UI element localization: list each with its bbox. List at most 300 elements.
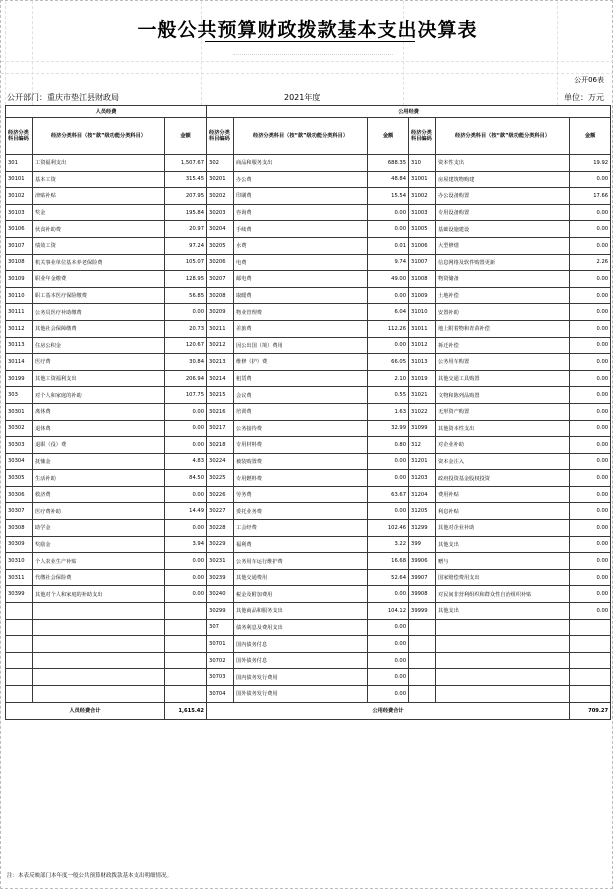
public-b-amount-cell: 0.00 [570, 520, 611, 537]
public-b-name-cell: 基础设施建设 [436, 221, 570, 238]
table-title: 一般公共预算财政拨款基本支出决算表 [137, 19, 478, 41]
personnel-code-cell: 30305 [6, 470, 33, 487]
public-a-name-cell: 租赁费 [234, 370, 368, 387]
public-a-amount-cell: 0.00 [368, 204, 409, 221]
personnel-code-cell: 30113 [6, 337, 33, 354]
personnel-name-cell: 助学金 [33, 520, 165, 537]
public-b-amount-cell [570, 619, 611, 636]
table-row [6, 304, 611, 321]
header-code: 经济分类科目编码 [6, 118, 33, 155]
public-b-name-cell: 办公设备购置 [436, 188, 570, 205]
public-b-amount-cell: 0.00 [570, 171, 611, 188]
personnel-code-cell: 301 [6, 155, 33, 172]
public-b-name-cell: 大型修缮 [436, 237, 570, 254]
public-b-code-cell: 31005 [409, 221, 436, 238]
public-a-amount-cell: 66.05 [368, 354, 409, 371]
header-amount: 金额 [368, 118, 409, 155]
public-total-label: 公用经费合计 [207, 702, 570, 719]
public-b-code-cell: 31010 [409, 304, 436, 321]
public-b-name-cell: 资本金注入 [436, 453, 570, 470]
personnel-code-cell: 30301 [6, 403, 33, 420]
table-row [6, 603, 611, 620]
public-b-amount-cell: 0.00 [570, 603, 611, 620]
personnel-code-cell: 30308 [6, 520, 33, 537]
public-b-name-cell [436, 686, 570, 703]
public-a-name-cell: 手续费 [234, 221, 368, 238]
personnel-code-cell: 30399 [6, 586, 33, 603]
table-row [6, 420, 611, 437]
personnel-code-cell: 30304 [6, 453, 33, 470]
public-a-name-cell: 办公费 [234, 171, 368, 188]
public-b-name-cell: 房屋建筑物购建 [436, 171, 570, 188]
public-b-code-cell [409, 619, 436, 636]
public-a-amount-cell: 9.74 [368, 254, 409, 271]
public-a-amount-cell: 0.00 [368, 503, 409, 520]
public-a-amount-cell: 0.00 [368, 619, 409, 636]
table-row [6, 155, 611, 172]
public-a-code-cell: 30217 [207, 420, 234, 437]
public-a-name-cell: 维修（护）费 [234, 354, 368, 371]
table-row [6, 586, 611, 603]
personnel-name-cell: 退职（役）费 [33, 437, 165, 454]
public-b-amount-cell [570, 652, 611, 669]
personnel-name-cell [33, 669, 165, 686]
table-row [6, 188, 611, 205]
title-underline [205, 41, 415, 42]
personnel-amount-cell: 0.00 [165, 586, 207, 603]
public-a-code-cell: 30225 [207, 470, 234, 487]
personnel-name-cell: 工资福利支出 [33, 155, 165, 172]
personnel-code-cell: 30102 [6, 188, 33, 205]
public-a-name-cell: 国内债务发行费用 [234, 669, 368, 686]
personnel-total-label: 人员经费合计 [6, 702, 165, 719]
public-b-code-cell: 31003 [409, 204, 436, 221]
public-b-code-cell: 31001 [409, 171, 436, 188]
public-a-amount-cell: 112.26 [368, 320, 409, 337]
personnel-amount-cell: 0.00 [165, 403, 207, 420]
personnel-code-cell: 30199 [6, 370, 33, 387]
public-a-amount-cell: 2.10 [368, 370, 409, 387]
public-a-code-cell: 30218 [207, 437, 234, 454]
personnel-name-cell: 公务员医疗补助缴费 [33, 304, 165, 321]
personnel-amount-cell: 0.00 [165, 520, 207, 537]
public-b-name-cell: 专用设备购置 [436, 204, 570, 221]
public-b-amount-cell: 0.00 [570, 586, 611, 603]
public-a-code-cell: 302 [207, 155, 234, 172]
public-b-amount-cell [570, 686, 611, 703]
public-b-amount-cell [570, 636, 611, 653]
public-a-name-cell: 公务用车运行维护费 [234, 553, 368, 570]
header-name: 经济分类科目（按“款”级功能分类科目） [33, 118, 165, 155]
public-a-name-cell: 国内债务付息 [234, 636, 368, 653]
public-a-name-cell: 专用燃料费 [234, 470, 368, 487]
public-b-name-cell: 赠与 [436, 553, 570, 570]
public-a-code-cell: 30215 [207, 387, 234, 404]
table-row [6, 619, 611, 636]
personnel-amount-cell: 4.83 [165, 453, 207, 470]
public-a-code-cell: 307 [207, 619, 234, 636]
public-a-code-cell: 30703 [207, 669, 234, 686]
personnel-code-cell: 30107 [6, 237, 33, 254]
public-b-code-cell: 39999 [409, 603, 436, 620]
table-row [6, 536, 611, 553]
personnel-code-cell: 30302 [6, 420, 33, 437]
public-b-name-cell [436, 636, 570, 653]
public-b-name-cell [436, 669, 570, 686]
public-a-name-cell: 物业管理费 [234, 304, 368, 321]
table-row [6, 520, 611, 537]
public-a-amount-cell: 0.80 [368, 437, 409, 454]
public-a-code-cell: 30704 [207, 686, 234, 703]
table-row [6, 503, 611, 520]
personnel-code-cell [6, 686, 33, 703]
public-b-name-cell: 对企业补助 [436, 437, 570, 454]
personnel-amount-cell: 84.50 [165, 470, 207, 487]
personnel-amount-cell: 120.67 [165, 337, 207, 354]
public-a-amount-cell: 48.84 [368, 171, 409, 188]
public-b-name-cell: 利息补贴 [436, 503, 570, 520]
public-b-code-cell: 31022 [409, 403, 436, 420]
personnel-amount-cell: 3.94 [165, 536, 207, 553]
public-b-name-cell: 资本性支出 [436, 155, 570, 172]
personnel-name-cell: 住房公积金 [33, 337, 165, 354]
public-b-amount-cell: 0.00 [570, 337, 611, 354]
public-b-code-cell: 31012 [409, 337, 436, 354]
unit-label: 单位：万元 [564, 93, 604, 102]
personnel-code-cell: 30111 [6, 304, 33, 321]
public-b-name-cell: 物资储备 [436, 271, 570, 288]
public-a-amount-cell: 0.00 [368, 636, 409, 653]
group-public: 公用经费 [207, 106, 611, 118]
public-a-amount-cell: 0.55 [368, 387, 409, 404]
public-a-name-cell: 工会经费 [234, 520, 368, 537]
public-a-code-cell: 30209 [207, 304, 234, 321]
public-a-code-cell: 30206 [207, 254, 234, 271]
public-a-amount-cell: 0.00 [368, 221, 409, 238]
personnel-amount-cell: 20.97 [165, 221, 207, 238]
personnel-code-cell: 30101 [6, 171, 33, 188]
personnel-amount-cell: 0.00 [165, 486, 207, 503]
personnel-name-cell: 奖金 [33, 204, 165, 221]
public-a-code-cell: 30203 [207, 204, 234, 221]
totals-row [6, 702, 611, 719]
personnel-name-cell: 生活补助 [33, 470, 165, 487]
personnel-amount-cell: 0.00 [165, 553, 207, 570]
public-b-amount-cell: 0.00 [570, 403, 611, 420]
public-b-code-cell: 31002 [409, 188, 436, 205]
public-a-code-cell: 30205 [207, 237, 234, 254]
personnel-code-cell [6, 652, 33, 669]
public-a-code-cell: 30229 [207, 536, 234, 553]
public-a-name-cell: 电费 [234, 254, 368, 271]
public-a-code-cell: 30702 [207, 652, 234, 669]
public-a-amount-cell: 63.67 [368, 486, 409, 503]
personnel-amount-cell: 195.84 [165, 204, 207, 221]
header-code: 经济分类科目编码 [409, 118, 436, 155]
public-b-amount-cell: 19.92 [570, 155, 611, 172]
public-a-code-cell: 30207 [207, 271, 234, 288]
faint-watermark [233, 45, 393, 55]
public-a-amount-cell: 3.22 [368, 536, 409, 553]
public-a-name-cell: 商品和服务支出 [234, 155, 368, 172]
personnel-code-cell: 303 [6, 387, 33, 404]
grid-line [1, 61, 613, 62]
public-a-code-cell: 30201 [207, 171, 234, 188]
personnel-name-cell: 退休费 [33, 420, 165, 437]
personnel-name-cell: 离休费 [33, 403, 165, 420]
personnel-name-cell: 救济费 [33, 486, 165, 503]
public-a-name-cell: 印刷费 [234, 188, 368, 205]
personnel-amount-cell: 107.75 [165, 387, 207, 404]
personnel-name-cell: 医疗费补助 [33, 503, 165, 520]
table-row [6, 636, 611, 653]
public-b-amount-cell: 0.00 [570, 470, 611, 487]
personnel-code-cell [6, 636, 33, 653]
public-a-name-cell: 邮电费 [234, 271, 368, 288]
table-row [6, 686, 611, 703]
public-b-amount-cell: 0.00 [570, 370, 611, 387]
personnel-amount-cell: 315.45 [165, 171, 207, 188]
public-b-amount-cell: 0.00 [570, 221, 611, 238]
personnel-code-cell: 30108 [6, 254, 33, 271]
personnel-name-cell [33, 619, 165, 636]
personnel-code-cell: 30306 [6, 486, 33, 503]
public-b-code-cell [409, 652, 436, 669]
public-a-name-cell: 债务利息及费用支出 [234, 619, 368, 636]
personnel-code-cell: 30114 [6, 354, 33, 371]
public-a-name-cell: 被装购置费 [234, 453, 368, 470]
table-row [6, 171, 611, 188]
public-b-code-cell: 31009 [409, 287, 436, 304]
public-b-amount-cell: 0.00 [570, 304, 611, 321]
public-b-amount-cell: 17.66 [570, 188, 611, 205]
personnel-name-cell: 其他社会保障缴费 [33, 320, 165, 337]
personnel-name-cell: 抚恤金 [33, 453, 165, 470]
public-b-code-cell: 31299 [409, 520, 436, 537]
personnel-amount-cell [165, 603, 207, 620]
expenditure-table [5, 105, 611, 720]
public-a-name-cell: 会议费 [234, 387, 368, 404]
public-b-name-cell: 其他支出 [436, 603, 570, 620]
personnel-name-cell [33, 652, 165, 669]
public-b-name-cell: 对民间非营利组织和群众性自治组织补贴 [436, 586, 570, 603]
header-amount: 金额 [570, 118, 611, 155]
personnel-name-cell: 奖励金 [33, 536, 165, 553]
public-a-code-cell: 30208 [207, 287, 234, 304]
public-b-code-cell: 31008 [409, 271, 436, 288]
table-row [6, 237, 611, 254]
public-b-name-cell: 安置补助 [436, 304, 570, 321]
public-b-code-cell [409, 636, 436, 653]
public-b-code-cell: 39908 [409, 586, 436, 603]
public-a-name-cell: 差旅费 [234, 320, 368, 337]
public-a-amount-cell: 32.99 [368, 420, 409, 437]
personnel-code-cell: 30307 [6, 503, 33, 520]
public-b-name-cell: 其他支出 [436, 536, 570, 553]
public-b-name-cell: 国家赔偿费用支出 [436, 569, 570, 586]
public-a-code-cell: 30226 [207, 486, 234, 503]
public-a-amount-cell: 15.54 [368, 188, 409, 205]
public-b-amount-cell: 0.00 [570, 536, 611, 553]
public-a-name-cell: 专用材料费 [234, 437, 368, 454]
personnel-code-cell: 30110 [6, 287, 33, 304]
public-a-amount-cell: 0.00 [368, 686, 409, 703]
personnel-amount-cell: 207.95 [165, 188, 207, 205]
public-a-amount-cell: 688.35 [368, 155, 409, 172]
public-a-amount-cell: 104.12 [368, 603, 409, 620]
public-b-name-cell [436, 652, 570, 669]
public-b-name-cell [436, 619, 570, 636]
personnel-code-cell: 30106 [6, 221, 33, 238]
public-b-amount-cell: 0.00 [570, 237, 611, 254]
public-a-code-cell: 30202 [207, 188, 234, 205]
personnel-name-cell: 绩效工资 [33, 237, 165, 254]
table-row [6, 287, 611, 304]
public-a-code-cell: 30231 [207, 553, 234, 570]
personnel-name-cell [33, 603, 165, 620]
table-row [6, 354, 611, 371]
public-b-amount-cell: 2.26 [570, 254, 611, 271]
personnel-amount-cell: 0.00 [165, 437, 207, 454]
personnel-code-cell: 30309 [6, 536, 33, 553]
public-a-code-cell: 30701 [207, 636, 234, 653]
public-b-code-cell: 31007 [409, 254, 436, 271]
public-a-name-cell: 国外债务付息 [234, 652, 368, 669]
personnel-code-cell: 30112 [6, 320, 33, 337]
public-b-name-cell: 其他交通工具购置 [436, 370, 570, 387]
public-b-name-cell: 地上附着物和青苗补偿 [436, 320, 570, 337]
table-row [6, 569, 611, 586]
table-row [6, 470, 611, 487]
personnel-name-cell: 代缴社会保险费 [33, 569, 165, 586]
table-row [6, 453, 611, 470]
personnel-code-cell: 30311 [6, 569, 33, 586]
table-row [6, 437, 611, 454]
personnel-amount-cell: 206.94 [165, 370, 207, 387]
public-a-amount-cell: 0.00 [368, 586, 409, 603]
public-a-amount-cell: 102.46 [368, 520, 409, 537]
header-code: 经济分类科目编码 [207, 118, 234, 155]
public-a-code-cell: 30212 [207, 337, 234, 354]
public-a-name-cell: 培训费 [234, 403, 368, 420]
public-a-name-cell: 取暖费 [234, 287, 368, 304]
public-a-code-cell: 30239 [207, 569, 234, 586]
public-a-code-cell: 30213 [207, 354, 234, 371]
public-b-code-cell: 399 [409, 536, 436, 553]
table-row [6, 387, 611, 404]
public-b-code-cell: 31203 [409, 470, 436, 487]
personnel-name-cell [33, 636, 165, 653]
header-name: 经济分类科目（按“款”级功能分类科目） [234, 118, 368, 155]
public-a-code-cell: 30240 [207, 586, 234, 603]
public-b-amount-cell: 0.00 [570, 387, 611, 404]
public-b-code-cell: 31205 [409, 503, 436, 520]
personnel-code-cell: 30303 [6, 437, 33, 454]
year-label: 2021年度 [284, 93, 321, 102]
personnel-amount-cell: 0.00 [165, 420, 207, 437]
public-b-code-cell: 31021 [409, 387, 436, 404]
footnote: 注：本表反映部门本年度一般公共预算财政拨款基本支出明细情况。 [7, 873, 173, 879]
grid-line [1, 73, 613, 74]
table-row [6, 553, 611, 570]
public-b-name-cell: 政府投资基金股权投资 [436, 470, 570, 487]
personnel-name-cell: 基本工资 [33, 171, 165, 188]
public-a-code-cell: 30204 [207, 221, 234, 238]
personnel-amount-cell: 56.85 [165, 287, 207, 304]
personnel-name-cell [33, 686, 165, 703]
public-a-name-cell: 劳务费 [234, 486, 368, 503]
personnel-amount-cell: 128.95 [165, 271, 207, 288]
personnel-amount-cell: 30.84 [165, 354, 207, 371]
public-a-name-cell: 国外债务发行费用 [234, 686, 368, 703]
public-b-amount-cell: 0.00 [570, 420, 611, 437]
table-row [6, 486, 611, 503]
table-row [6, 221, 611, 238]
personnel-amount-cell: 105.07 [165, 254, 207, 271]
public-a-name-cell: 税金及附加费用 [234, 586, 368, 603]
public-a-amount-cell: 49.00 [368, 271, 409, 288]
personnel-name-cell: 对个人和家庭的补助 [33, 387, 165, 404]
public-a-code-cell: 30214 [207, 370, 234, 387]
personnel-code-cell: 30109 [6, 271, 33, 288]
public-b-code-cell: 31204 [409, 486, 436, 503]
public-b-amount-cell: 0.00 [570, 354, 611, 371]
public-total-amount: 709.27 [570, 702, 611, 719]
table-row [6, 320, 611, 337]
public-a-amount-cell: 52.64 [368, 569, 409, 586]
group-personnel: 人员经费 [6, 106, 207, 118]
public-a-name-cell: 委托业务费 [234, 503, 368, 520]
personnel-name-cell: 职业年金缴费 [33, 271, 165, 288]
personnel-name-cell: 津贴补贴 [33, 188, 165, 205]
public-a-amount-cell: 6.04 [368, 304, 409, 321]
public-b-code-cell: 39906 [409, 553, 436, 570]
public-a-name-cell: 因公出国（境）费用 [234, 337, 368, 354]
personnel-total-amount: 1,615.42 [165, 702, 207, 719]
personnel-amount-cell [165, 669, 207, 686]
public-a-name-cell: 咨询费 [234, 204, 368, 221]
personnel-name-cell: 职工基本医疗保险缴费 [33, 287, 165, 304]
public-b-name-cell: 文物和陈列品购置 [436, 387, 570, 404]
public-a-amount-cell: 0.01 [368, 237, 409, 254]
public-b-name-cell: 无形资产购置 [436, 403, 570, 420]
public-b-amount-cell: 0.00 [570, 271, 611, 288]
public-b-amount-cell: 0.00 [570, 204, 611, 221]
public-b-amount-cell: 0.00 [570, 569, 611, 586]
public-a-name-cell: 其他交通费用 [234, 569, 368, 586]
public-b-code-cell: 310 [409, 155, 436, 172]
public-b-code-cell: 31201 [409, 453, 436, 470]
public-a-amount-cell: 0.00 [368, 652, 409, 669]
table-row [6, 204, 611, 221]
personnel-code-cell: 30103 [6, 204, 33, 221]
personnel-amount-cell [165, 619, 207, 636]
personnel-name-cell: 其他对个人和家庭的补助支出 [33, 586, 165, 603]
personnel-code-cell [6, 619, 33, 636]
table-row [6, 652, 611, 669]
table-row [6, 669, 611, 686]
personnel-amount-cell [165, 686, 207, 703]
personnel-amount-cell: 14.49 [165, 503, 207, 520]
public-b-code-cell: 39907 [409, 569, 436, 586]
public-b-amount-cell: 0.00 [570, 503, 611, 520]
public-b-code-cell: 31099 [409, 420, 436, 437]
public-a-amount-cell: 0.00 [368, 287, 409, 304]
public-a-code-cell: 30228 [207, 520, 234, 537]
public-b-name-cell: 其他对企业补助 [436, 520, 570, 537]
document-number: 公开06表 [574, 76, 604, 84]
public-b-amount-cell: 0.00 [570, 437, 611, 454]
